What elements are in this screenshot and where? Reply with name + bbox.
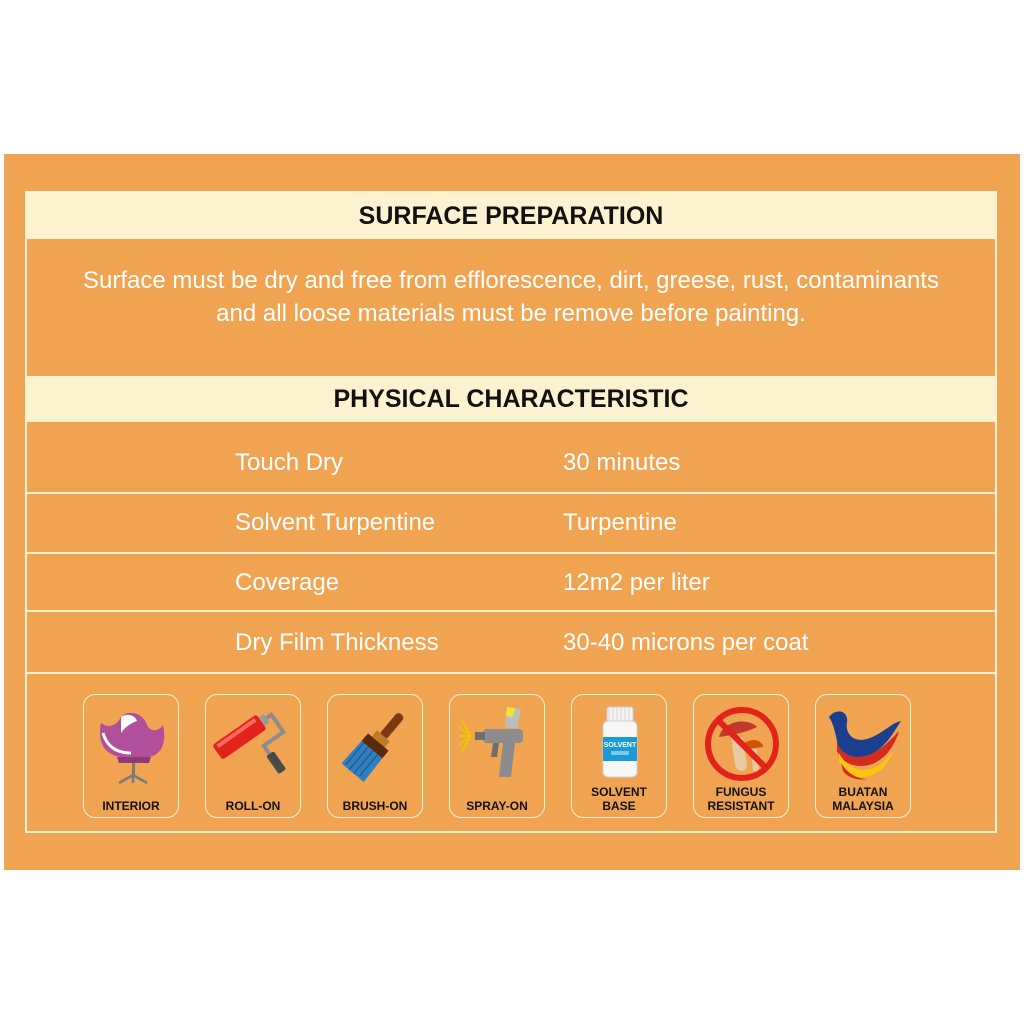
spec-row (25, 434, 997, 492)
brush-on-label: BRUSH-ON (342, 799, 408, 813)
surface-preparation-line-1: Surface must be dry and free from efflorescence, dirt, greese, rust, contaminants (83, 267, 939, 294)
spec-row (25, 494, 997, 552)
buatan-malaysia-label: BUATAN MALAYSIA (832, 785, 894, 813)
brush-on-badge (327, 694, 423, 818)
spray-gun-icon (457, 703, 539, 785)
solvent-base-badge (571, 694, 667, 818)
spray-on-label: SPRAY-ON (466, 799, 528, 813)
paint-roller-icon (213, 703, 295, 785)
row-divider (25, 672, 997, 674)
spec-label: Touch Dry (235, 449, 344, 476)
fungus-resistant-label: FUNGUS RESISTANT (707, 785, 775, 813)
spec-value: 30-40 microns per coat (563, 629, 809, 656)
bottle-label-text: SOLVENT (603, 742, 637, 749)
interior-label: INTERIOR (102, 799, 160, 813)
surface-preparation-heading: SURFACE PREPARATION (25, 193, 997, 239)
roll-on-label: ROLL-ON (225, 799, 281, 813)
spec-value: 30 minutes (563, 449, 681, 476)
spray-on-badge (449, 694, 545, 818)
surface-preparation-text (25, 264, 997, 330)
interior-badge (83, 694, 179, 818)
spec-value: 12m2 per liter (563, 569, 710, 596)
no-fungus-icon (701, 703, 783, 785)
solvent-bottle-icon (579, 703, 661, 785)
buatan-malaysia-badge (815, 694, 911, 818)
spec-label: Coverage (235, 569, 340, 596)
spec-label: Solvent Turpentine (235, 509, 436, 536)
product-info-panel (4, 154, 1020, 870)
row-divider (25, 610, 997, 612)
spec-row (25, 614, 997, 672)
fungus-resistant-badge (693, 694, 789, 818)
surface-preparation-line-2: and all loose materials must be remove before painting. (216, 300, 806, 327)
spec-value: Turpentine (563, 509, 677, 536)
roll-on-badge (205, 694, 301, 818)
paint-brush-icon (335, 703, 417, 785)
chair-icon (91, 703, 173, 785)
physical-characteristic-heading: PHYSICAL CHARACTERISTIC (25, 376, 997, 422)
spec-row (25, 554, 997, 612)
solvent-base-label: SOLVENT BASE (591, 785, 647, 813)
malaysia-ribbon-icon (823, 703, 905, 785)
spec-label: Dry Film Thickness (235, 629, 439, 656)
